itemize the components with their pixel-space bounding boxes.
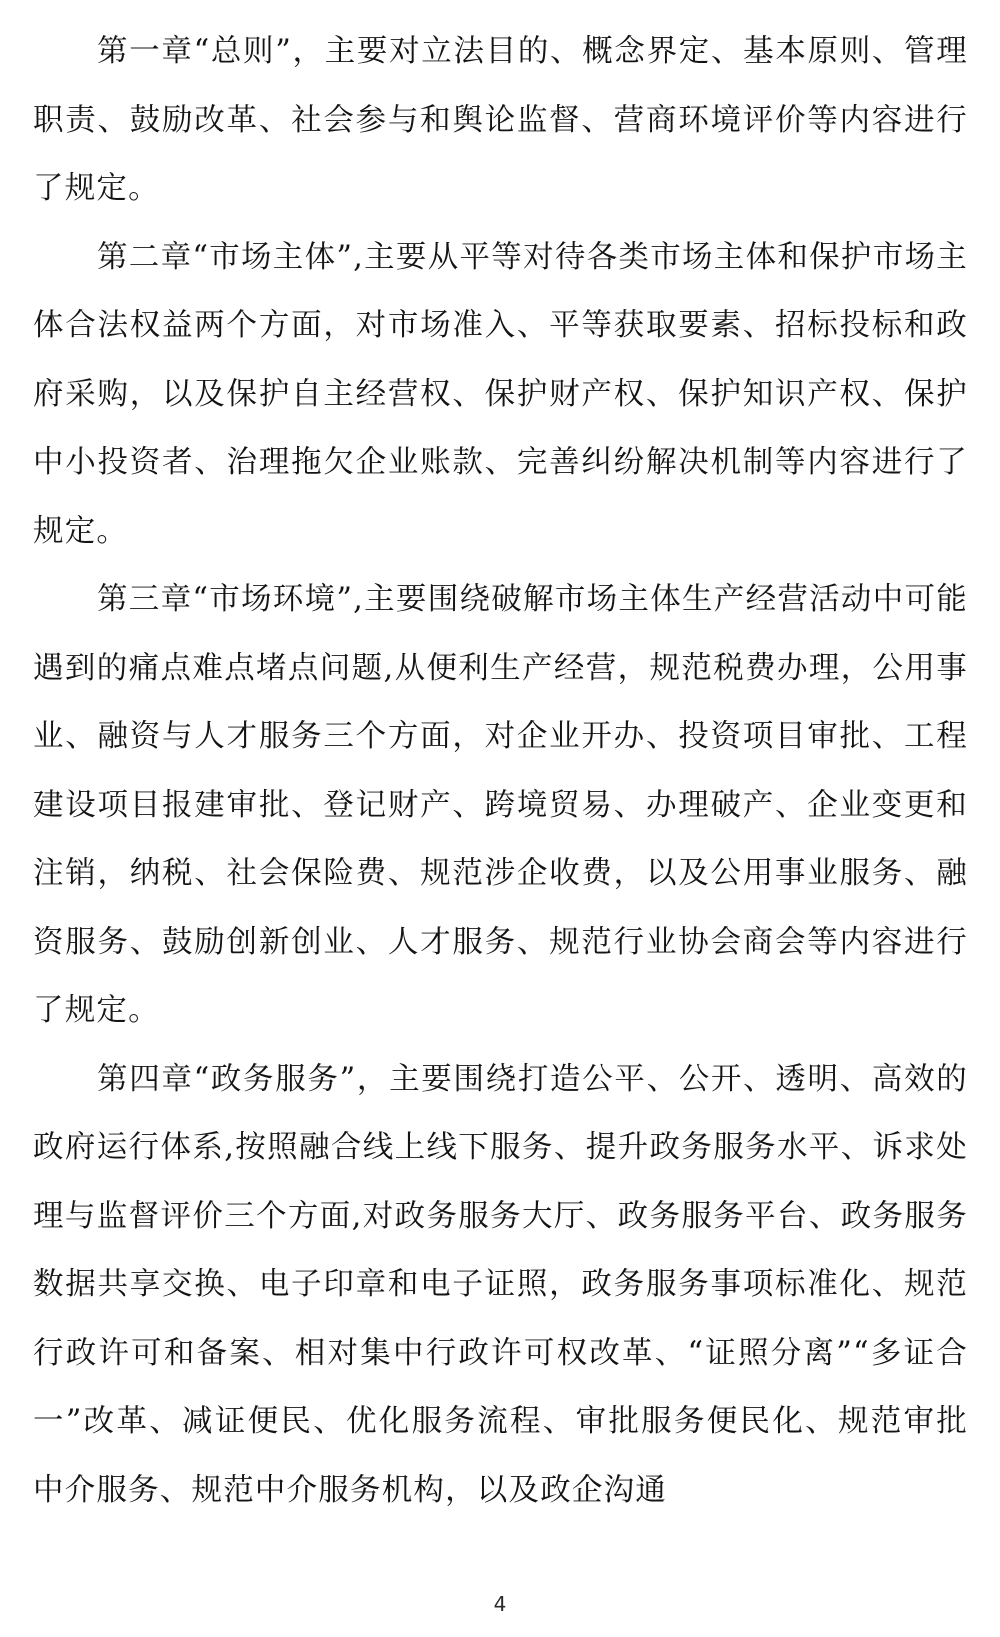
- page-number: 4: [493, 1592, 507, 1616]
- paragraph-chapter-4: 第四章“政务服务”，主要围绕打造公平、公开、透明、高效的政府运行体系,按照融合线上线下服务、提升政务服务水平、诉求处理与监督评价三个方面,对政务服务大厅、政务服务平台、政务服务数据共享交换、电子印章和电子证照，政务服务事项标准化、规范行政许可和备案、相对集中行政许可权改革、“证照分离”“多证合一”改革、减证便民、优化服务流程、审批服务便民化、规范审批中介服务、规范中介服务机构，以及政企沟通: [33, 1061, 968, 1508]
- document-body: [33, 18, 968, 1525]
- paragraph-chapter-2: 第二章“市场主体”,主要从平等对待各类市场主体和保护市场主体合法权益两个方面，对市场准入、平等获取要素、招标投标和政府采购，以及保护自主经营权、保护财产权、保护知识产权、保护中小投资者、治理拖欠企业账款、完善纠纷解决机制等内容进行了规定。: [33, 239, 968, 549]
- paragraph-chapter-1: 第一章“总则”，主要对立法目的、概念界定、基本原则、管理职责、鼓励改革、社会参与和舆论监督、营商环境评价等内容进行了规定。: [33, 34, 968, 206]
- paragraph-chapter-3: 第三章“市场环境”,主要围绕破解市场主体生产经营活动中可能遇到的痛点难点堵点问题,从便利生产经营，规范税费办理，公用事业、融资与人才服务三个方面，对企业开办、投资项目审批、工程建设项目报建审批、登记财产、跨境贸易、办理破产、企业变更和注销，纳税、社会保险费、规范涉企收费，以及公用事业服务、融资服务、鼓励创新创业、人才服务、规范行业协会商会等内容进行了规定。: [33, 582, 968, 1028]
